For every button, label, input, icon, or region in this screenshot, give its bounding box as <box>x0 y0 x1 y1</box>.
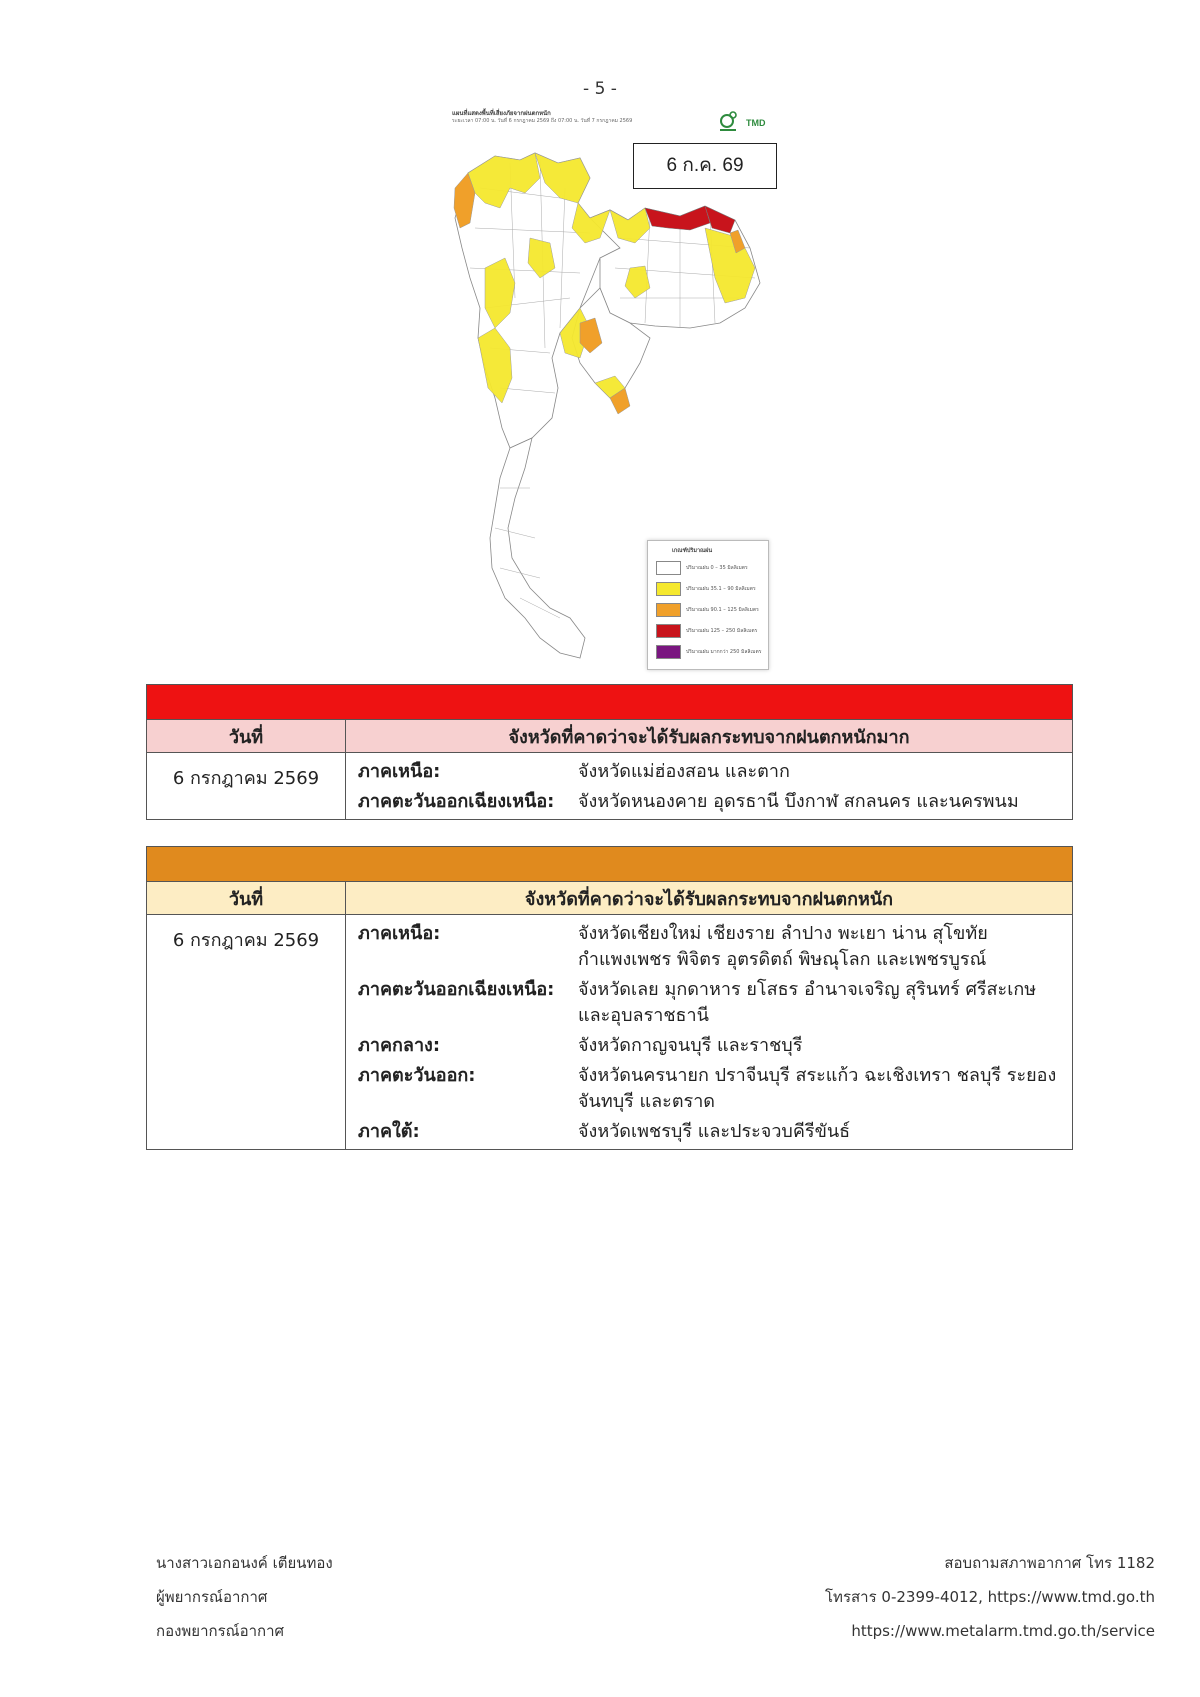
contact-fax-website: โทรสาร 0-2399-4012, https://www.tmd.go.th <box>825 1588 1155 1606</box>
rain-risk-map <box>440 108 790 668</box>
header-date: วันที่ <box>147 720 346 753</box>
map-header-title: แผนที่แสดงพื้นที่เสี่ยงภัยจากฝนตกหนัก <box>452 110 551 117</box>
region-provinces: จังหวัดหนองคาย อุดรธานี บึงกาฬ สกลนคร และนครพนม <box>578 791 1019 812</box>
legend-swatch <box>656 624 681 638</box>
region-name: ภาคใต้: <box>358 1121 420 1142</box>
table-header-row <box>147 720 1073 753</box>
row-date: 6 กรกฎาคม 2569 <box>147 915 346 1150</box>
tmd-logo <box>716 108 776 136</box>
legend-text: ปริมาณฝน 35.1 – 90 มิลลิเมตร <box>686 585 756 592</box>
heavy-color-band <box>147 847 1073 882</box>
row-date: 6 กรกฎาคม 2569 <box>147 753 346 820</box>
region-name: ภาคกลาง: <box>358 1035 441 1056</box>
region-name: ภาคตะวันออกเฉียงเหนือ: <box>358 791 555 812</box>
legend-item <box>648 641 768 662</box>
region-name: ภาคตะวันออกเฉียงเหนือ: <box>358 979 555 1000</box>
table-header-row <box>147 882 1073 915</box>
row-provinces <box>346 915 1073 1150</box>
legend-swatch <box>656 603 681 617</box>
legend-text: ปริมาณฝน 0 – 35 มิลลิเมตร <box>686 564 748 571</box>
map-header-period: ระยะเวลา 07:00 น. วันที่ 6 กรกฎาคม 2569 ถึง 07:00 น. วันที่ 7 กรกฎาคม 2569 <box>452 118 633 124</box>
legend-text: ปริมาณฝน มากกว่า 250 มิลลิเมตร <box>686 648 762 655</box>
legend-swatch <box>656 561 681 575</box>
legend-item <box>648 557 768 578</box>
contact-hotline: สอบถามสภาพอากาศ โทร 1182 <box>944 1554 1155 1572</box>
region-name: ภาคเหนือ: <box>358 761 441 782</box>
region-name: ภาคตะวันออก: <box>358 1065 476 1086</box>
map-header <box>452 110 692 125</box>
table-band-row <box>147 847 1073 882</box>
forecaster-name: นางสาวเอกอนงค์ เตียนทอง <box>156 1554 333 1572</box>
legend-item <box>648 578 768 599</box>
contact-metalarm-link[interactable]: https://www.metalarm.tmd.go.th/service <box>851 1622 1155 1640</box>
legend-swatch <box>656 645 681 659</box>
region-provinces: จังหวัดกาญจนบุรี และราชบุรี <box>578 1035 803 1056</box>
region-provinces: จังหวัดแม่ฮ่องสอน และตาก <box>578 761 790 782</box>
table-row <box>147 753 1073 820</box>
header-date: วันที่ <box>147 882 346 915</box>
legend-text: ปริมาณฝน 90.1 – 125 มิลลิเมตร <box>686 606 759 613</box>
legend-title: เกณฑ์ปริมาณฝน <box>672 548 713 554</box>
legend-swatch <box>656 582 681 596</box>
legend-item <box>648 599 768 620</box>
region-provinces: จังหวัดเลย มุกดาหาร ยโสธร อำนาจเจริญ สุรินทร์ ศรีสะเกษ และอุบลราชธานี <box>578 979 1037 1026</box>
legend-text: ปริมาณฝน 125 – 250 มิลลิเมตร <box>686 627 758 634</box>
region-provinces: จังหวัดเพชรบุรี และประจวบคีรีขันธ์ <box>578 1121 851 1142</box>
forecaster-position: ผู้พยากรณ์อากาศ <box>156 1588 268 1606</box>
very-heavy-color-band <box>147 685 1073 720</box>
tmd-logo-text: TMD <box>746 118 766 128</box>
very-heavy-rain-table <box>146 684 1073 820</box>
header-provinces: จังหวัดที่คาดว่าจะได้รับผลกระทบจากฝนตกหนัก <box>346 882 1073 915</box>
region-name: ภาคเหนือ: <box>358 923 441 944</box>
row-provinces <box>346 753 1073 820</box>
map-date-label: 6 ก.ค. 69 <box>633 143 777 189</box>
legend-item <box>648 620 768 641</box>
header-provinces: จังหวัดที่คาดว่าจะได้รับผลกระทบจากฝนตกหนักมาก <box>346 720 1073 753</box>
footer-contact <box>825 1546 1155 1648</box>
region-provinces: จังหวัดนครนายก ปราจีนบุรี สระแก้ว ฉะเชิงเทรา ชลบุรี ระยอง จันทบุรี และตราด <box>578 1065 1057 1112</box>
page-number: - 5 - <box>583 79 617 99</box>
heavy-rain-table <box>146 846 1073 1150</box>
map-legend <box>647 540 769 670</box>
region-provinces: จังหวัดเชียงใหม่ เชียงราย ลำปาง พะเยา น่าน สุโขทัย กำแพงเพชร พิจิตร อุตรดิตถ์ พิษณุโลก และเพชรบูรณ์ <box>578 923 988 970</box>
table-row <box>147 915 1073 1150</box>
footer-forecaster <box>156 1546 333 1648</box>
forecaster-division: กองพยากรณ์อากาศ <box>156 1622 285 1640</box>
table-band-row <box>147 685 1073 720</box>
